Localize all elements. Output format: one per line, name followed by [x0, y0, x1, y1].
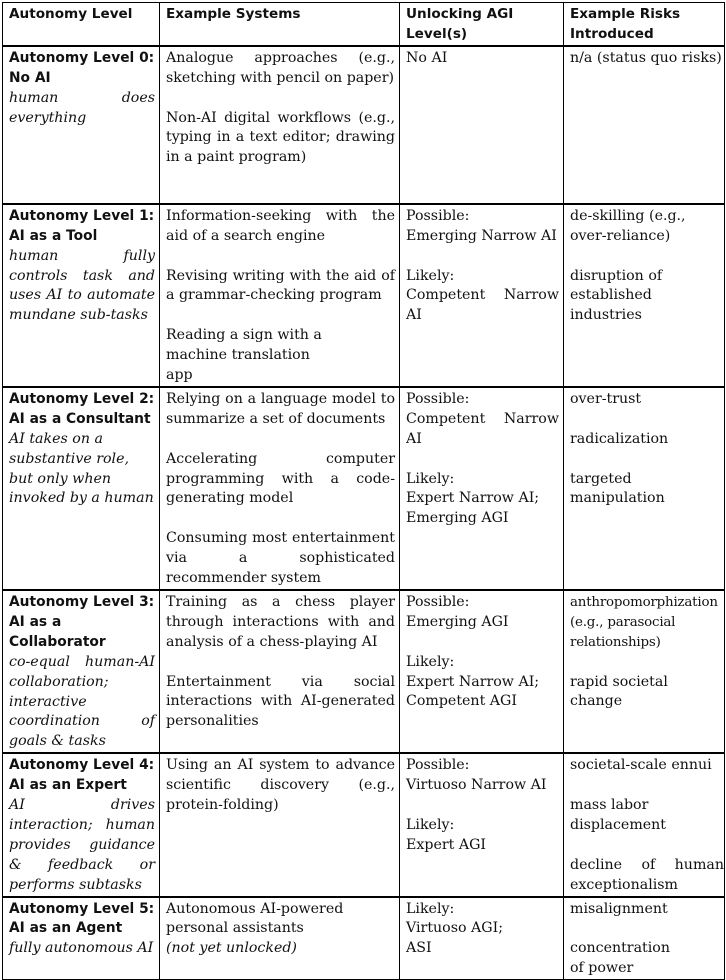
risks-cell: [564, 204, 725, 387]
table-row: [3, 387, 725, 590]
level-name: AI as a Consultant: [9, 410, 151, 427]
example-systems-cell: [160, 753, 400, 896]
example-system: Entertainment via social interactions with AI-generated personalities: [166, 673, 395, 730]
example-system: Autonomous AI-powered personal assistants: [166, 900, 344, 937]
risk-item: misalignment: [570, 900, 668, 917]
autonomy-level-cell: [3, 46, 160, 204]
risk-item: rapid societal change: [570, 673, 668, 710]
autonomy-level-cell: [3, 590, 160, 753]
agi-line: Likely:: [406, 900, 455, 917]
agi-line: Competent Narrow AI: [406, 287, 559, 324]
agi-line: Possible:: [406, 757, 470, 774]
risk-item: mass labor displacement: [570, 797, 667, 833]
risks-cell: [564, 897, 725, 980]
agi-line: Likely:: [406, 816, 455, 833]
example-system: Information-seeking with the aid of a search engine: [166, 207, 395, 244]
table-row: [3, 753, 725, 896]
agi-line: ASI: [406, 940, 432, 957]
level-name: AI as a Collaborator: [9, 613, 106, 650]
level-name: No AI: [9, 69, 51, 86]
example-systems-cell: [160, 204, 400, 387]
level-number: Autonomy Level 5:: [9, 900, 155, 917]
agi-levels-cell: [400, 204, 564, 387]
autonomy-level-cell: [3, 753, 160, 896]
agi-levels-cell: [400, 590, 564, 753]
example-system: Non-AI digital workflows (e.g., typing in a text editor; drawing in a paint program): [166, 109, 395, 166]
agi-line: Expert Narrow AI;: [406, 673, 540, 690]
autonomy-level-cell: [3, 897, 160, 980]
level-number: Autonomy Level 3:: [9, 593, 155, 610]
header-example-systems: Example Systems: [160, 3, 400, 46]
level-number: Autonomy Level 1:: [9, 207, 155, 224]
risk-item: de-skilling (e.g., over-reliance): [570, 207, 686, 244]
agi-line: No AI: [406, 49, 448, 66]
example-system: Revising writing with the aid of a grammar-checking program: [166, 267, 395, 304]
risk-item: societal-scale ennui: [570, 757, 712, 774]
level-number: Autonomy Level 4:: [9, 757, 155, 774]
agi-line: Likely:: [406, 470, 455, 487]
agi-levels-cell: [400, 387, 564, 590]
autonomy-level-cell: [3, 204, 160, 387]
example-systems-cell: [160, 590, 400, 753]
agi-line: Emerging AGI: [406, 510, 509, 527]
header-unlocking-agi-levels: Unlocking AGI Level(s): [400, 3, 564, 46]
agi-levels-cell: [400, 897, 564, 980]
example-system: Accelerating computer programming with a code-generating model: [166, 450, 395, 507]
example-systems-cell: [160, 387, 400, 590]
agi-line: Possible:: [406, 390, 470, 407]
risk-item: anthropomorphization (e.g., parasocial relationships): [570, 594, 718, 650]
table-row: [3, 204, 725, 387]
risk-item: n/a (status quo risks): [570, 49, 722, 66]
agi-line: Possible:: [406, 593, 470, 610]
table-header-row: [3, 3, 725, 46]
agi-line: Likely:: [406, 653, 455, 670]
example-system: Reading a sign with a machine translation app: [166, 327, 322, 384]
level-number: Autonomy Level 0:: [9, 49, 155, 66]
agi-line: Competent AGI: [406, 693, 517, 710]
risks-cell: [564, 387, 725, 590]
level-description: fully autonomous AI: [9, 940, 154, 957]
risk-item: concentration of power: [570, 940, 670, 977]
example-system-note: (not yet unlocked): [166, 940, 297, 957]
level-name: AI as a Tool: [9, 227, 98, 244]
level-description: co-equal human-AI collaboration; interactive coordination of goals & tasks: [9, 653, 155, 750]
agi-line: Emerging AGI: [406, 613, 509, 630]
level-name: AI as an Expert: [9, 777, 127, 794]
example-system: Consuming most entertainment via a sophisticated recommender system: [166, 530, 395, 587]
level-description: AI drives interaction; human provides guidance & feedback or performs subtasks: [9, 797, 155, 893]
risk-item: over-trust: [570, 390, 642, 407]
level-number: Autonomy Level 2:: [9, 390, 155, 407]
example-system: Analogue approaches (e.g., sketching with pencil on paper): [166, 49, 395, 86]
agi-line: Likely:: [406, 267, 455, 284]
level-description: human does everything: [9, 89, 155, 126]
autonomy-levels-table: [2, 2, 725, 980]
agi-line: Possible:: [406, 207, 470, 224]
risks-cell: [564, 590, 725, 753]
example-systems-cell: [160, 897, 400, 980]
agi-line: Competent Narrow AI: [406, 410, 559, 447]
level-description: AI takes on a substantive role, but only when invoked by a human: [9, 430, 154, 507]
risk-item: disruption of established industries: [570, 267, 663, 324]
agi-line: Emerging Narrow AI: [406, 227, 557, 244]
example-systems-cell: [160, 46, 400, 204]
autonomy-level-cell: [3, 387, 160, 590]
table-row: [3, 590, 725, 753]
level-description: human fully controls task and uses AI to automate mundane sub-tasks: [9, 247, 155, 324]
risk-item: targeted manipulation: [570, 470, 665, 507]
risk-item: radicalization: [570, 430, 669, 447]
example-system: Training as a chess player through interactions with and analysis of a chess-playing AI: [166, 593, 395, 650]
risks-cell: [564, 753, 725, 896]
level-name: AI as an Agent: [9, 920, 123, 937]
agi-line: Virtuoso AGI;: [406, 920, 503, 937]
agi-levels-cell: [400, 753, 564, 896]
header-example-risks: Example Risks Introduced: [564, 3, 725, 46]
example-system: Using an AI system to advance scientific discovery (e.g., protein-folding): [166, 757, 395, 814]
header-autonomy-level: Autonomy Level: [3, 3, 160, 46]
agi-line: Expert Narrow AI;: [406, 490, 540, 507]
agi-line: Virtuoso Narrow AI: [406, 777, 547, 794]
table-row: [3, 46, 725, 204]
agi-line: Expert AGI: [406, 836, 487, 853]
example-system: Relying on a language model to summarize a set of documents: [166, 390, 395, 427]
agi-levels-cell: [400, 46, 564, 204]
risks-cell: [564, 46, 725, 204]
risk-item: decline of human exceptionalism: [570, 856, 724, 893]
table-row: [3, 897, 725, 980]
